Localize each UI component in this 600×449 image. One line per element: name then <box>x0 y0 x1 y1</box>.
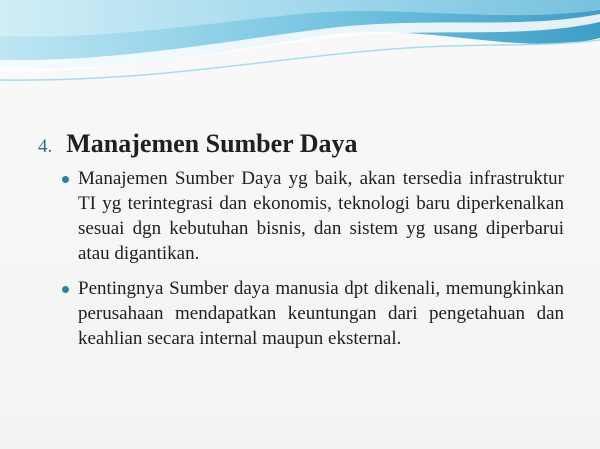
header-wave-decoration <box>0 0 600 110</box>
bullet-text: Manajemen Sumber Daya yg baik, akan tersedia infrastruktur TI yg terintegrasi dan ekonomis, teknologi baru diperkenalkan sesuai dgn kebutuhan bisnis, dan sistem yg usang diperbarui atau digantikan. <box>78 168 564 264</box>
bullet-icon <box>62 176 69 183</box>
slide-title: Manajemen Sumber Daya <box>66 129 358 158</box>
slide-heading <box>38 129 358 159</box>
bullet-item-resource-management <box>62 166 564 266</box>
bullet-item-human-resources <box>62 276 564 351</box>
bullet-text: Pentingnya Sumber daya manusia dpt dikenali, memungkinkan perusahaan mendapatkan keuntungan dari pengetahuan dan keahlian secara internal maupun eksternal. <box>78 278 564 349</box>
bullet-list <box>62 166 564 361</box>
bullet-icon <box>62 286 69 293</box>
section-number: 4. <box>38 136 53 157</box>
